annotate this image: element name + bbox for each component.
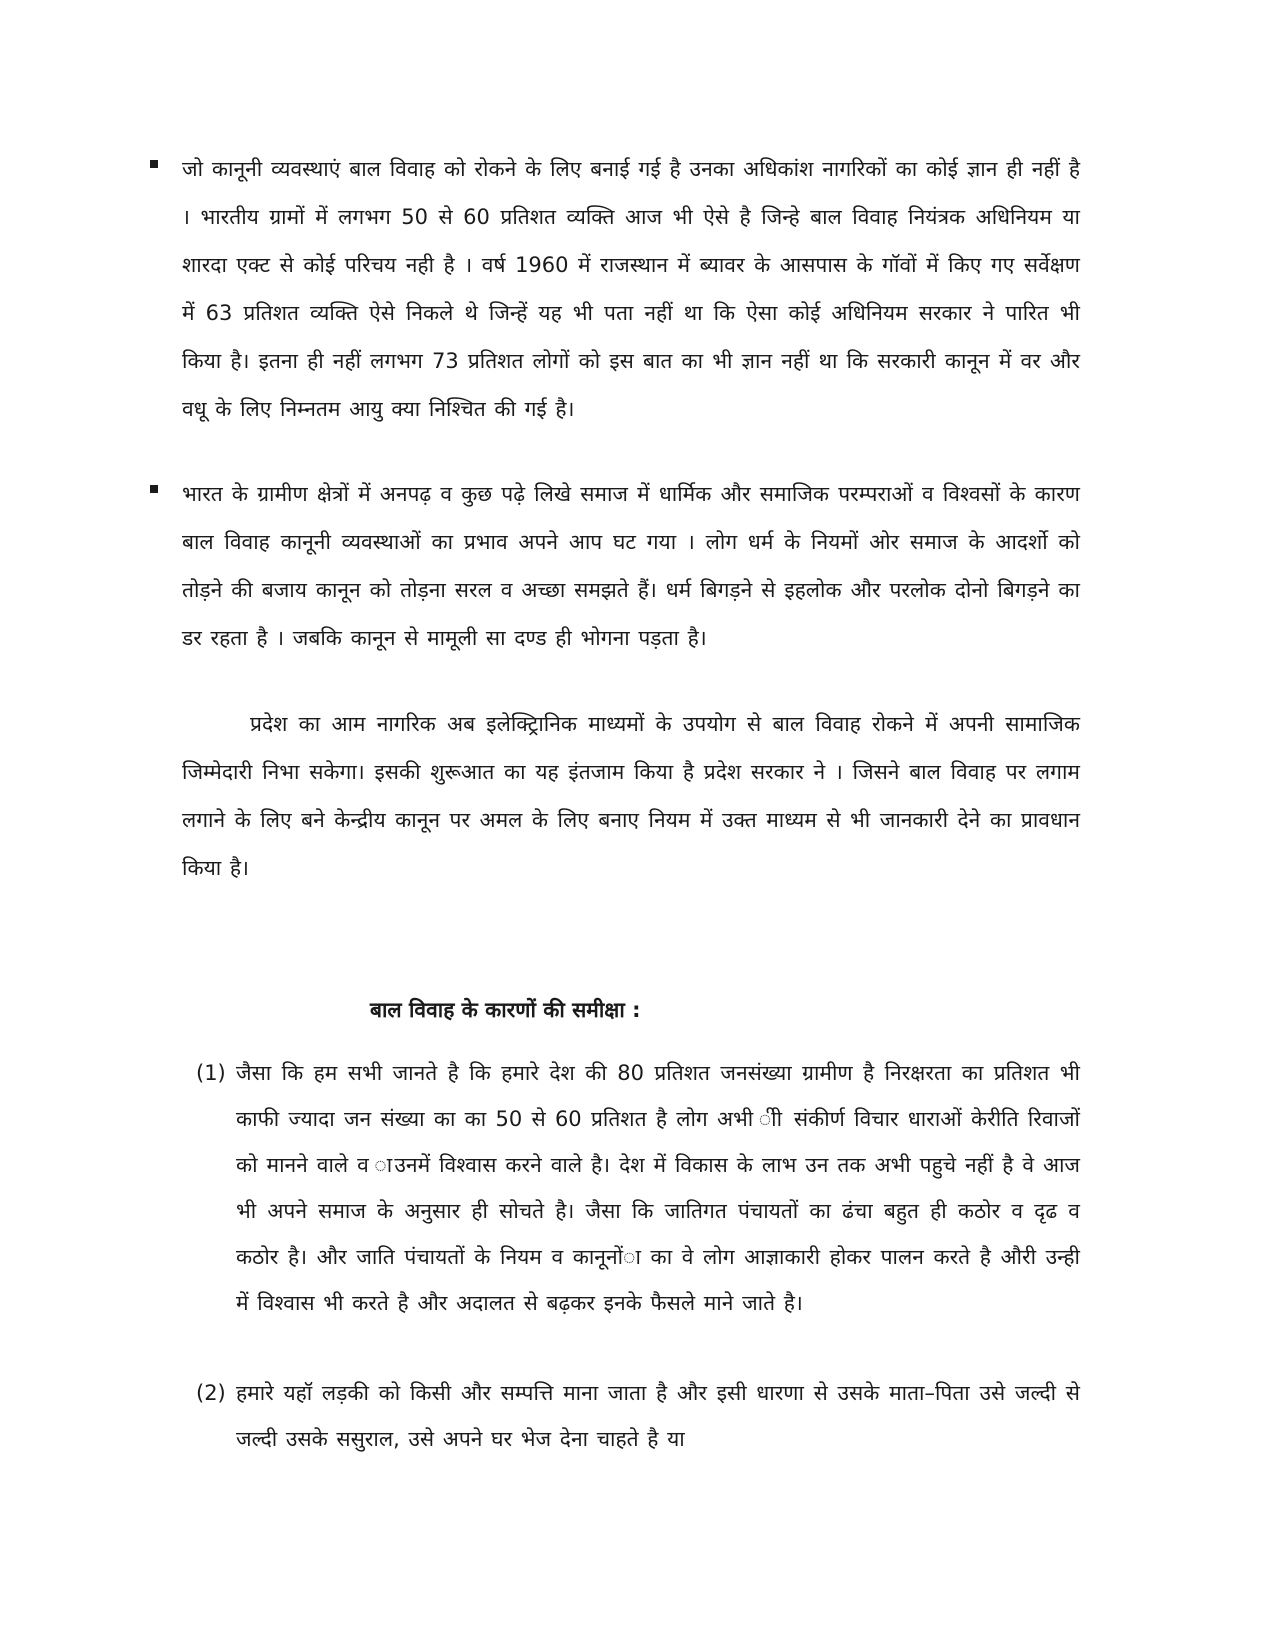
- item-number-1: (1): [196, 1061, 226, 1085]
- numbered-item-2: [196, 1370, 1080, 1462]
- square-bullet-icon: [150, 485, 158, 493]
- body-paragraph: प्रदेश का आम नागरिक अब इलेक्ट्रिानिक माध्यमों के उपयोग से बाल विवाह रोकने में अपनी सामाजिक जिम्मेदारी निभा सकेगा। इसकी शुरूआत का यह इंतजाम किया है प्रदेश सरकार ने । जिसने बाल विवाह पर लगाम लगाने के लिए बने केन्द्रीय कानून पर अमल के लिए बनाए नियम में उक्त माध्यम से भी जानकारी देने का प्रावधान किया है।: [182, 712, 1080, 880]
- bullet-text-2: भारत के ग्रामीण क्षेत्रों में अनपढ़ व कुछ पढ़े लिखे समाज में धार्मिक और समाजिक परम्पराओं व विश्वसों के कारण बाल विवाह कानूनी व्यवस्थाओं का प्रभाव अपने आप घट गया । लोग धर्म के नियमों ओर समाज के आदर्शो को तोड़ने की बजाय कानून को तोड़ना सरल व अच्छा समझते हैं। धर्म बिगड़ने से इहलोक और परलोक दोनो बिगड़ने का डर रहता है । जबकि कानून से मामूली सा दण्ड ही भोगना पड़ता है।: [182, 482, 1080, 650]
- bullet-item-1: [150, 145, 1080, 433]
- square-bullet-icon: [150, 160, 158, 168]
- numbered-text-1: जैसा कि हम सभी जानते है कि हमारे देश की 80 प्रतिशत जनसंख्या ग्रामीण है निरक्षरता का प्रतिशत भी काफी ज्यादा जन संख्या का का 50 से 60 प्रतिशत है लोग अभी ीी संकीर्ण विचार धाराओं केरीति रिवाजों को मानने वाले व ाउनमें विश्वास करने वाले है। देश में विकास के लाभ उन तक अभी पहुचे नहीं है वे आज भी अपने समाज के अनुसार ही सोचते है। जैसा कि जातिगत पंचायतों का ढंचा बहुत ही कठोर व दृढ व कठोर है। और जाति पंचायतों के नियम व कानूनोंा का वे लोग आज्ञाकारी होकर पालन करते है औरी उन्ही में विश्वास भी करते है और अदालत से बढ़कर इनके फैसले माने जाते है।: [236, 1061, 1080, 1315]
- section-heading: बाल विवाह के कारणों की समीक्षा :: [370, 998, 641, 1022]
- numbered-item-1: [196, 1050, 1080, 1326]
- bullet-text-1: जो कानूनी व्यवस्थाएं बाल विवाह को रोकने के लिए बनाई गई है उनका अधिकांश नागरिकों का कोई ज्ञान ही नहीं है । भारतीय ग्रामों में लगभग 50 से 60 प्रतिशत व्यक्ति आज भी ऐसे है जिन्हे बाल विवाह नियंत्रक अधिनियम या शारदा एक्ट से कोई परिचय नही है । वर्ष 1960 में राजस्थान में ब्यावर के आसपास के गॉवों में किए गए सर्वेक्षण में 63 प्रतिशत व्यक्ति ऐसे निकले थे जिन्हें यह भी पता नहीं था कि ऐसा कोई अधिनियम सरकार ने पारित भी किया है। इतना ही नहीं लगभग 73 प्रतिशत लोगों को इस बात का भी ज्ञान नहीं था कि सरकारी कानून में वर और वधू के लिए निम्नतम आयु क्या निश्चित की गई है।: [182, 157, 1080, 421]
- bullet-item-2: [150, 470, 1080, 662]
- item-number-2: (2): [196, 1381, 226, 1405]
- numbered-text-2: हमारे यहॉ लड़की को किसी और सम्पत्ति माना जाता है और इसी धारणा से उसके माता–पिता उसे जल्दी से जल्दी उसके ससुराल, उसे अपने घर भेज देना चाहते है या: [236, 1381, 1080, 1451]
